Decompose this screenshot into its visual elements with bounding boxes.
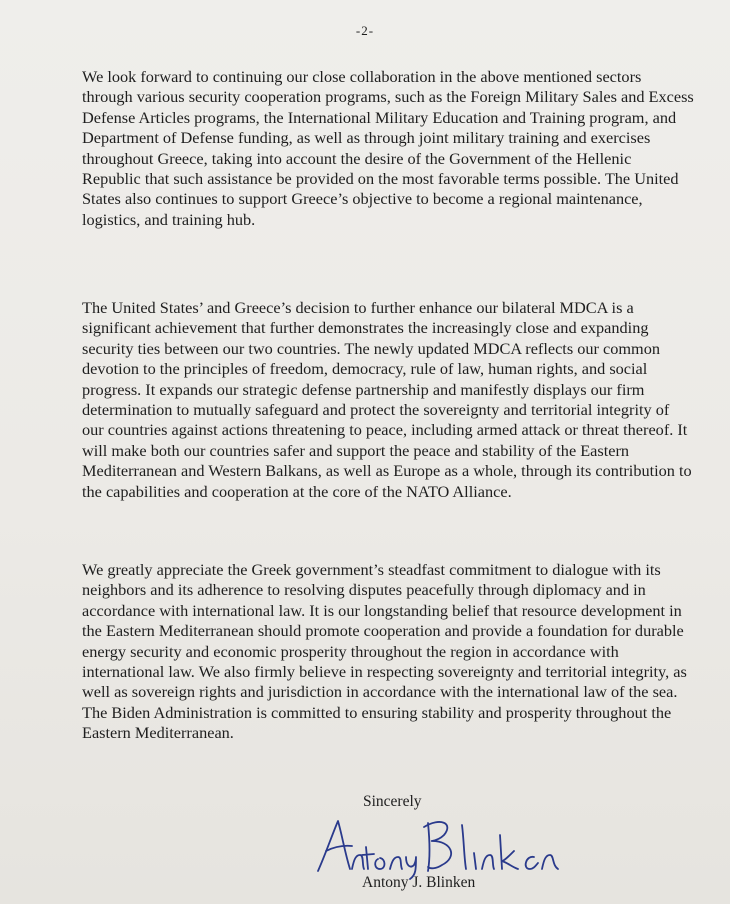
closing-text: Sincerely — [363, 793, 422, 810]
paragraph-diplomacy: We greatly appreciate the Greek government’s steadfast commitment to dialogue with its neighbors and its adherence to resolving disputes peacefully through diplomacy and in accordance with international law. It is our longstanding belief that resource development in the Eastern Mediterranean should promote cooperation and provide a foundation for durable energy security and economic prosperity throughout the region in accordance with international law. We also firmly believe in respecting sovereignty and territorial integrity, as well as sovereign rights and jurisdiction in accordance with the international law of the sea. The Biden Administration is committed to ensuring stability and prosperity throughout the Eastern Mediterranean. — [82, 560, 687, 743]
paragraph-mdca: The United States’ and Greece’s decision to further enhance our bilateral MDCA is a significant achievement that further demonstrates the increasingly close and expanding security ties between our two countries. The newly updated MDCA reflects our common devotion to the principles of freedom, democracy, rule of law, human rights, and social progress. It expands our strategic defense partnership and manifestly displays our firm determination to mutually safeguard and protect the sovereignty and territorial integrity of our countries against actions threatening to peace, including armed attack or threat thereof. It will make both our countries safer and support the peace and stability of the Eastern Mediterranean and Western Balkans, as well as Europe as a whole, through its contribution to the capabilities and cooperation at the core of the NATO Alliance. — [82, 298, 692, 501]
paragraph-collaboration: We look forward to continuing our close collaboration in the above mentioned sectors through various security cooperation programs, such as the Foreign Military Sales and Excess Defense Articles programs, the International Military Education and Training program, and Department of Defense funding, as well as through joint military training and exercises throughout Greece, taking into account the desire of the Government of the Hellenic Republic that such assistance be provided on the most favorable terms possible. The United States also continues to support Greece’s objective to become a regional maintenance, logistics, and training hub. — [82, 67, 694, 229]
page-number: -2- — [355, 23, 375, 38]
signer-name: Antony J. Blinken — [362, 874, 476, 891]
handwritten-signature — [312, 813, 572, 883]
